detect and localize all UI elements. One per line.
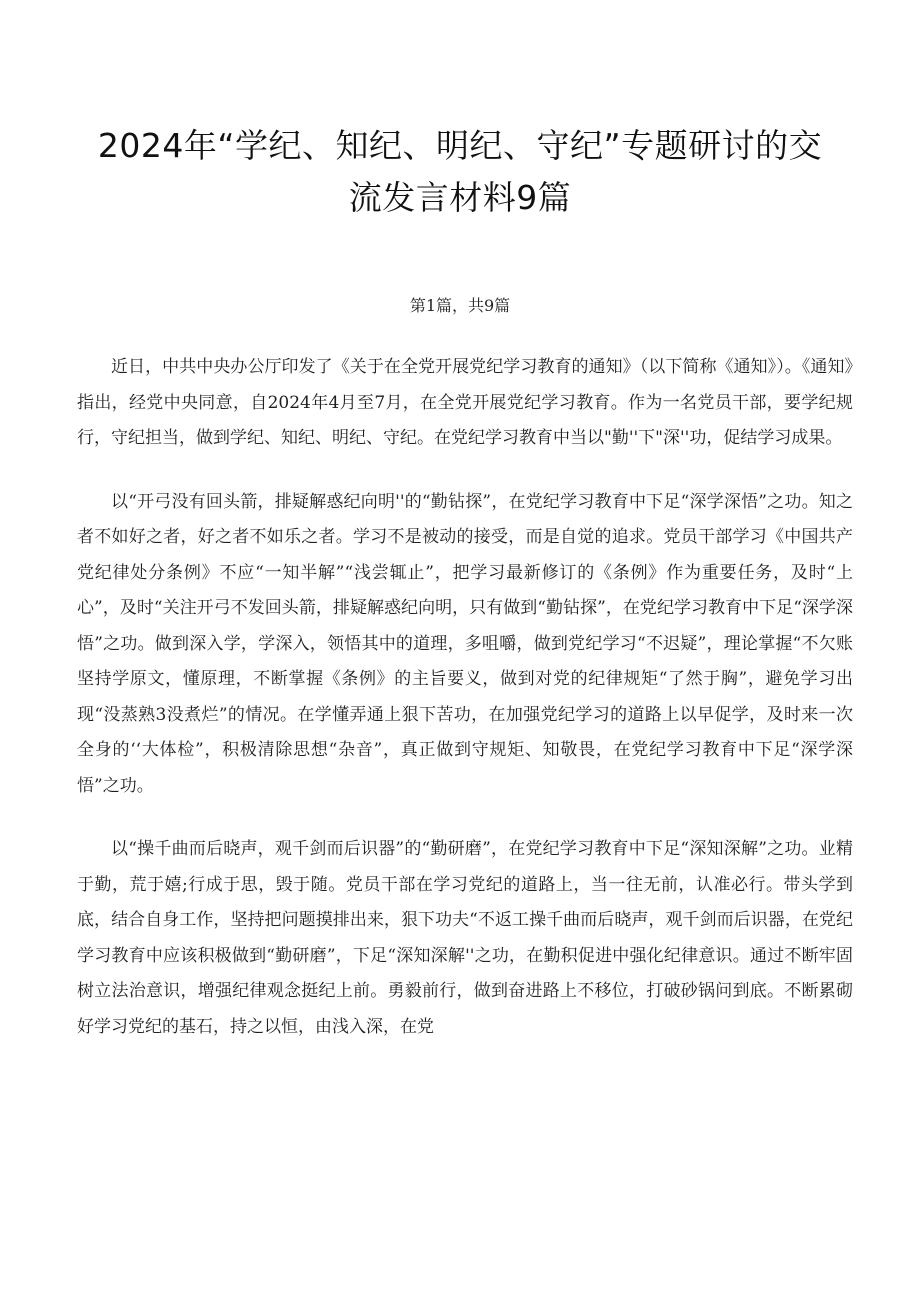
paragraph-1: 近日，中共中央办公厅印发了《关于在全党开展党纪学习教育的通知》（以下简称《通知》）。《通知》指出，经党中央同意，自2024年4月至7月，在全党开展党纪学习教育。作为一名党员干部，要学纪规行，守纪担当，做到学纪、知纪、明纪、守纪。在党纪学习教育中当以"勤''下"深''功，促结学习成果。 [77,357,853,448]
document-title-line-1: 2024年“学纪、知纪、明纪、守纪”专题研讨的交 [97,126,823,165]
part-heading: 第1篇，共9篇 [409,296,511,315]
document-title-line-2: 流发言材料9篇 [348,178,572,217]
document-title [60,120,860,224]
paragraph-3: 以“操千曲而后晓声，观千剑而后识器”的“勤研磨”，在党纪学习教育中下足“深知深解”之功。业精于勤，荒于嬉;行成于思，毁于随。党员干部在学习党纪的道路上，当一往无前，认准必行。带头学到底，结合自身工作，坚持把问题摸排出来，狠下功夫“不返工操千曲而后晓声，观千剑而后识器，在党纪学习教育中应该积极做到“勤研磨”，下足“深知深解''之功，在勤积促进中强化纪律意识。通过不断牢固树立法治意识，增强纪律观念挺纪上前。勇毅前行，做到奋进路上不移位，打破砂锅问到底。不断累砌好学习党纪的基石，持之以恒，由浅入深，在党 [77,839,853,1037]
paragraph-2: 以“开弓没有回头箭，排疑解惑纪向明''的“勤钻探”，在党纪学习教育中下足“深学深悟”之功。知之者不如好之者，好之者不如乐之者。学习不是被动的接受，而是自觉的追求。党员干部学习《中国共产党纪律处分条例》不应“一知半解”“浅尝辄止”，把学习最新修订的《条例》作为重要任务，及时“上心”，及时“关注开弓不发回头箭，排疑解惑纪向明，只有做到“勤钻探”，在党纪学习教育中下足“深学深悟”之功。做到深入学，学深入，领悟其中的道理，多咀嚼，做到党纪学习“不迟疑”，理论掌握“不欠账坚持学原文，懂原理，不断掌握《条例》的主旨要义，做到对党的纪律规矩“了然于胸”，避免学习出现“没蒸熟3没煮烂”的情况。在学懂弄通上狠下苦功，在加强党纪学习的道路上以早促学，及时来一次全身的‘‘大体检”，积极清除思想“杂音”，真正做到守规矩、知敬畏，在党纪学习教育中下足“深学深悟”之功。 [77,491,853,796]
document-body [77,350,853,1073]
